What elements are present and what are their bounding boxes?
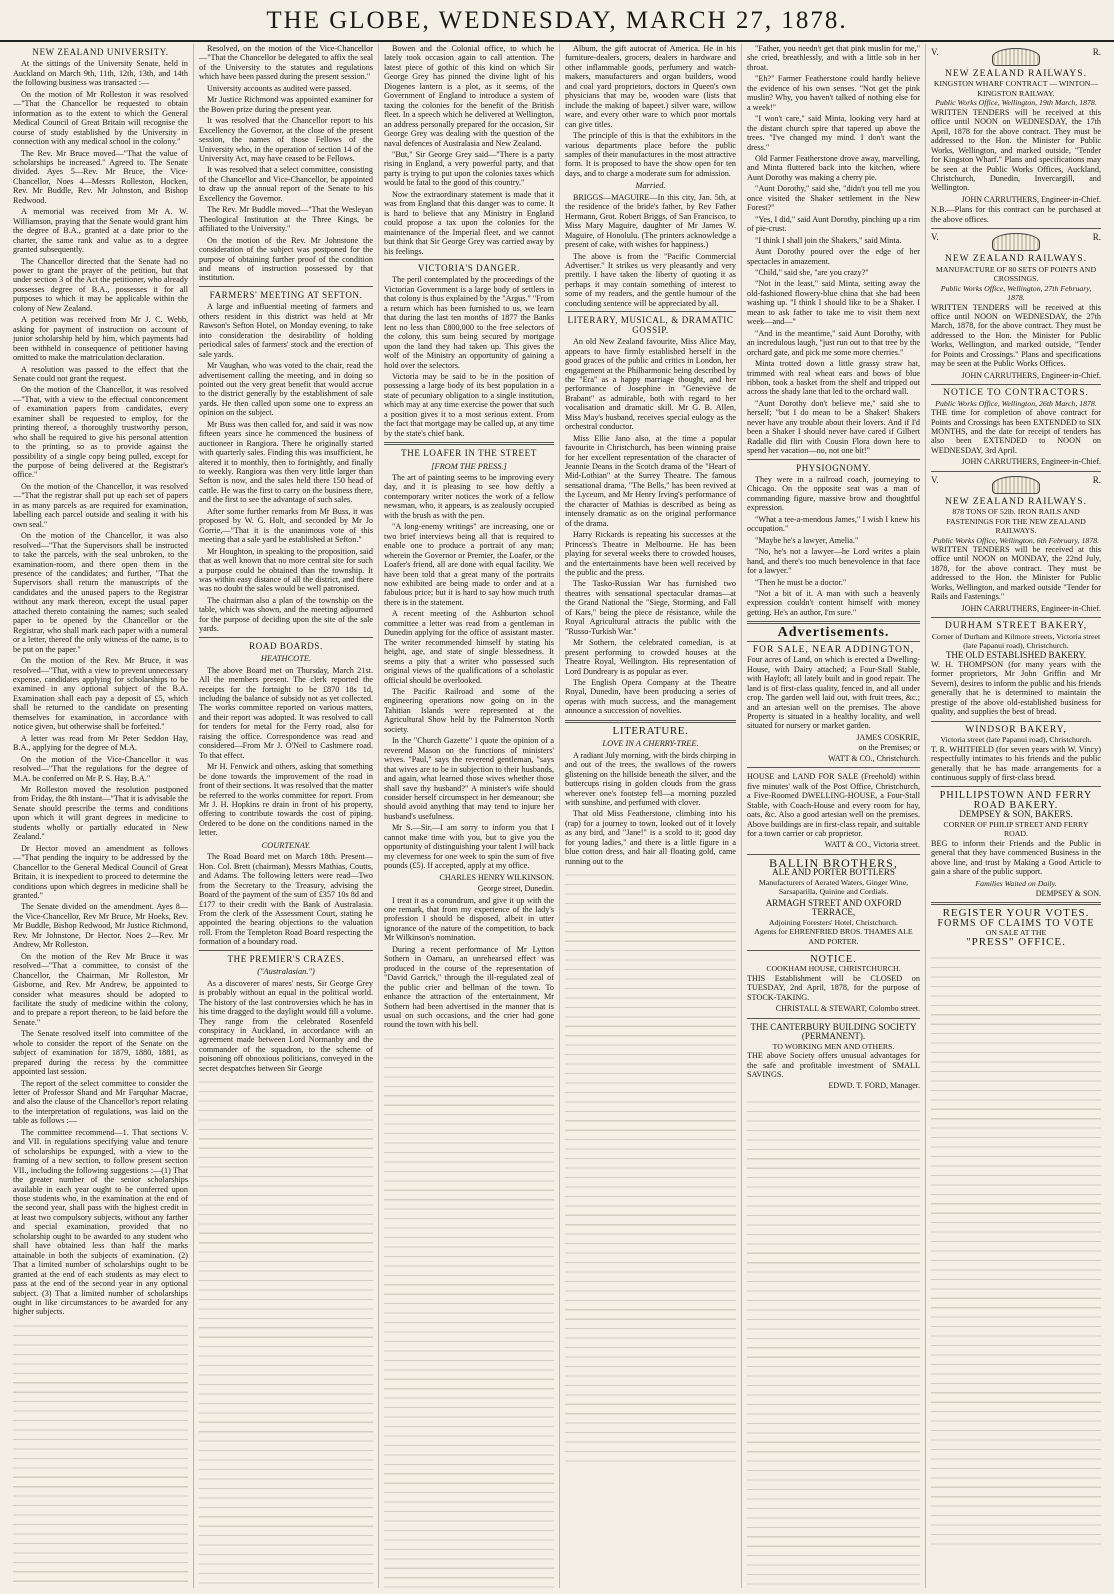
ad-body: THE time for completion of above contract for Points and Crossings has been EXTENDED to SIX MONTHS, and the date for receipt of tenders has also been EXTENDED to NOON on WEDNESDAY, 3rd April. bbox=[931, 408, 1101, 455]
crest-row: V. R. bbox=[931, 476, 1101, 494]
paragraph: It was resolved that the Chancellor report to his Excellency the Governor, at the close of the present session, the names of those Fellows of the University who, in the operation of section 14 of the University Act, may have ceased to be Fellows. bbox=[199, 116, 373, 163]
paragraph: "What a tee-a-mendous James," I wish I knew his occupation." bbox=[747, 514, 920, 534]
divider bbox=[747, 621, 920, 624]
paragraph: "I think I shall join the Shakers," said Minta. bbox=[755, 235, 902, 245]
divider bbox=[384, 259, 554, 260]
paragraph: Dr Hector moved an amendment as follows—"That pending the inquiry to be addressed by the Chancellor to the General Medical Council of Great Britain, it is inexpedient to proceed to determine the conditions upon which degrees in medicine shall be granted." bbox=[13, 843, 188, 900]
subheading-source: [FROM THE PRESS.] bbox=[431, 461, 507, 471]
paragraph: Mr Buss was then called for, and said it was now fifteen years since he commenced the business of auctioneer in Rangiora. There he originally started with quarterly sales. Finding this was insufficient, he altered it to monthly, then to fortnightly, and finally to weekly. Rangiora was then very little larger than Sefton is now, and the sales held there 150 head of cattle. He was the first to carry on the business there, and the first to see the advantage of such sales. bbox=[199, 419, 373, 505]
heading-literary-gossip: LITERARY, MUSICAL, & DRAMATIC GOSSIP. bbox=[567, 315, 734, 335]
ad-subtitle: ON SALE AT THE bbox=[985, 928, 1047, 938]
subheading-courtenay: COURTENAY. bbox=[261, 840, 311, 850]
ad-office: Public Works Office, Wellington, 6th February, 1878. bbox=[932, 535, 1100, 545]
ad-signature: WATT & CO., Victoria street. bbox=[824, 840, 920, 850]
ad-notice-to-contractors bbox=[931, 389, 1101, 467]
ad-title: NOTICE TO CONTRACTORS. bbox=[943, 388, 1089, 399]
paragraph: The Rev. Mr Bruce moved—"That the value of scholarships be increased." Agreed to. The Senate divided. Ayes 5—Rev. Mr Bruce, the Vice-Chancellor, Noes 4—Messrs Rolleston, Hocken, Rev. Mr Buddle, Rev. Mr Johnston, and Bishop Redwood. bbox=[13, 148, 188, 205]
paragraph: On the motion of the Rev. Mr Johnstone the consideration of the subject was postponed for the purpose of obtaining further proof of the condition and means of instruction possessed by that institution. bbox=[199, 235, 373, 283]
paragraph: Old Farmer Featherstone drove away, marvelling, and Minta fluttered back into the kitchen, where Aunt Dorothy was making a cherry pie. bbox=[747, 153, 920, 182]
divider bbox=[931, 228, 1101, 229]
divider bbox=[931, 786, 1101, 787]
ad-signature: JAMES COSKRIE, bbox=[856, 732, 920, 742]
paragraph: "Yes, I did," said Aunt Dorothy, pinching up a rim of pie-crust. bbox=[747, 214, 920, 234]
ad-body: THIS Establishment will be CLOSED on TUESDAY, 2nd April, 1878, for the purpose of STOCK-TAKING. bbox=[747, 973, 920, 1002]
paragraph: "Child," said she, "are you crazy?" bbox=[755, 267, 869, 277]
paragraph: "Maybe he's a lawyer, Amelia." bbox=[755, 535, 859, 545]
ad-subtitle: Corner of Durham and Kilmore streets, Victoria street (late Papanui road), Christchurch. bbox=[931, 631, 1101, 651]
paragraph: "But," Sir George Grey said—"There is a party rising in England, a very powerful party, and that party is trying to put upon the colonies taxes which would be fatal to the good of this country." bbox=[384, 149, 554, 188]
body-text-block bbox=[931, 951, 1101, 1551]
paragraph: As a discoverer of mares' nests, Sir George Grey is probably without an equal in the political world. The history of the last controversies which he has in his time dragged to the daylight would fill a volume. They range from the celebrated Rosenfeld conspiracy in Auckland, in accordance with an agreement made between Lord Normanby and the commander of the squadron, to the scheme of poisoning off obnoxious politicians, conveyed in the secret despatches between Sir George bbox=[199, 978, 373, 1073]
divider bbox=[747, 459, 920, 460]
ad-body: WRITTEN TENDERS will be received at this office until NOON on WEDNESDAY, the 17th April, 1878 for the above contract. They must be addressed to the Hon. the Minister for Public Works, Wellington, and marked outside, "Tender for Kingston Wharf." Plans and specifications may be seen at the Public Works Offices, Auckland, Christchurch, Dunedin, Invercargill, and Wellington. bbox=[931, 107, 1101, 193]
ad-office: Public Works Office, Wellington, 27th February, 1878. bbox=[940, 283, 1092, 303]
ad-title: REGISTER YOUR VOTES. bbox=[942, 907, 1090, 920]
paragraph: The Pacific Railroad and some of the engineering operations now going on in the Tahitian Islands were represented at the Agricultural Show held by the Palmerston North society. bbox=[384, 687, 554, 734]
paragraph: A letter was read from Mr Peter Seddon Hay, B.A., applying for the degree of M.A. bbox=[13, 733, 188, 753]
paragraph: "And in the meantime," said Aunt Dorothy, with an incredulous laugh, "just run out to that tree by the orchard gate, and pick me some more cherries." bbox=[747, 328, 920, 357]
ad-title: WINDSOR BAKERY, bbox=[965, 724, 1067, 735]
ad-subtitle: KINGSTON WHARF CONTRACT — WINTON—KINGSTON RAILWAY. bbox=[933, 79, 1099, 98]
ad-title: DURHAM STREET BAKERY, bbox=[944, 621, 1088, 632]
paragraph: The art of painting seems to be improving every day, and it is pleasing to see how deftly a contemporary writer notices the work of a fellow newsman, who, it appears, is as zealously occupied with the brush as with the pen. bbox=[384, 473, 554, 520]
ad-title: NEW ZEALAND RAILWAYS. bbox=[945, 69, 1087, 79]
paragraph: "Aunt Dorothy," said she, "didn't you tell me you once visited the Shaker settlement in the New Forest?" bbox=[747, 184, 920, 213]
ad-signature: CHRISTALL & STEWART, Colombo street. bbox=[775, 1004, 920, 1014]
ad-body: T. R. WHITFIELD (for seven years with W. Vincy) respectfully intimates to his friends and the public generally that he has made arrangements for a continuous supply of first-class bread. bbox=[931, 744, 1101, 782]
heading-advertisements: Advertisements. bbox=[777, 625, 890, 641]
ad-signature: JOHN CARRUTHERS, Engineer-in-Chief. bbox=[961, 603, 1101, 613]
paragraph: A large and influential meeting of farmers and others resident in this district was held at Mr Rawson's Sefton Hotel, on Monday evening, to take into consideration the desirability of holding periodical sales of farmers' stock and the erection of sale yards. bbox=[199, 302, 373, 359]
heading-university: NEW ZEALAND UNIVERSITY. bbox=[32, 47, 169, 57]
column-6 bbox=[926, 44, 1106, 1588]
divider bbox=[747, 1018, 920, 1019]
ad-building-society bbox=[747, 1023, 920, 1091]
paragraph: Resolved, on the motion of the Vice-Chancellor—"That the Chancellor be delegated to affix the seal of the University to the statutes and regulations which have been passed during the present session." bbox=[199, 44, 373, 82]
paragraph: BRIGGS—MAGUIRE—In this city, Jan. 5th, at the residence of the bride's father, by Rev Father Hermann, Grot. Robert Briggs, of San Francisco, to Miss Mary Maguire, daughter of Mr James W. Maguire, of Honolulu. (The printers acknowledge a present of cake, with wishes for happiness.) bbox=[565, 192, 736, 250]
paragraph: During a recent performance of Mr Lytton Sothern in Oamaru, an unrehearsed effect was produced in the course of the representation of "David Garrick," through the ill-regulated zeal of the public crier and bellman of the town. To enhance the attraction of the entertainment, Mr Sothern had been advertised in the manner that is usual on such occasions, and the crier had gone round the town with his bell. bbox=[384, 944, 554, 1030]
paragraph: The above is from the "Pacific Commercial Advertiser." It strikes us very pleasantly and very prettily. I have taken the liberty of quoting it as perhaps it may contain something of interest to some of my readers, and the gentle humour of the concluding sentence will be appreciated by all. bbox=[565, 251, 736, 308]
paragraph: "Eh?" Farmer Featherstone could hardly believe the evidence of his own senses. "Not get the pink muslin? Why, you haven't talked of nothing else for a week!" bbox=[747, 74, 920, 112]
divider bbox=[747, 950, 920, 951]
paragraph: On the motion of the Chancellor, it was resolved—"That, with a view to the effectual conconcement of examination papers from candidates, every examiner shall be requested to employ, for the printing thereof, a thoroughly trustworthy person, who shall be required to give his personal attention to the printing, so as to provide against the possibility of a single copy being pulled, except for the purpose of being delivered at the Registrar's office." bbox=[13, 385, 188, 480]
divider bbox=[199, 637, 373, 638]
paragraph: Victoria may be said to be in the position of possessing a large body of its best population in a state of pecuniary obligation to a single institution, which may at any time exercise the power that such a position gives it to a most serious extent. From the fact that mortgage may be called up, at any time by the state's chief bank. bbox=[384, 371, 554, 438]
ad-body: W. H. THOMPSON (for many years with the former proprietors, Mr John Griffin and Mr Severn), desires to inform the public and his friends generally that he is determined to maintain the prestige of the above old-established business for quality, and supplies the best of bread. bbox=[931, 660, 1101, 717]
ad-subtitle: COOKHAM HOUSE, CHRISTCHURCH. bbox=[766, 964, 901, 974]
paragraph: On the motion of Mr Rolleston it was resolved—"That the Chancellor be requested to obtain information as to the extent to which the General Medical Council of Great Britain will recognise the course of study established by the University in connection with any medical school in the colony." bbox=[13, 89, 188, 147]
heading-physiognomy: PHYSIOGNOMY. bbox=[796, 462, 871, 473]
paragraph: Mr Sothern, the celebrated comedian, is at present performing to crowded houses at the Theatre Royal, Wellington. His representation of Lord Dundreary is as popular as ever. bbox=[565, 638, 736, 676]
subheading-heathcote: HEATHCOTE. bbox=[260, 654, 312, 664]
paragraph: "Not in the least," said Minta, setting away the old-fashioned flowery-blue china that she had been washing up. "I think I should like to be a Shaker. I mean to ask father to take me to visit them next week—and—" bbox=[747, 279, 920, 327]
ad-subtitle: THE OLD ESTABLISHED BAKERY. bbox=[945, 649, 1087, 660]
paragraph: The committee recommend—1. That sections V. and VII. in regulations specifying value and tenure of scholarships be expunged, with a view to the framing of a new section, to follow present section VII., including the following suggestions :—(1) That the greater number of the senior scholarships available in each year ought to be conferred upon those students who, in the examination at the end of the second year, shall pass with the highest credit in at least two compulsory subjects, without any farther and special examination, provided that no scholarship ought to be awarded to any student who shall have obtained less than half the marks attainable in both the subjects of examination. (2) That a limited number of scholarships ought to be granted at the end of each students as may elect to pass at the end of the second year in any optional subject. (3) That a limited number of scholarships ought in like circumstances to be awarded for any higher subjects. bbox=[13, 1127, 188, 1317]
paragraph: They were in a railroad coach, journeying to Chicago. On the opposite seat was a man of commanding figure, massive brow and thoughtful expression. bbox=[747, 475, 920, 513]
columns bbox=[8, 44, 1106, 1588]
ad-for-sale-addington bbox=[747, 646, 920, 763]
ad-subtitle: ALE AND PORTER BOTTLERS bbox=[772, 867, 895, 878]
paragraph: After some further remarks from Mr Buss, it was proposed by W. G. Holt, and seconded by Mr Jo Gorrie,—"That it is the unanimous vote of this meeting that a sale yard be established at Sefton." bbox=[199, 506, 373, 545]
ad-kingston-wharf bbox=[931, 70, 1101, 224]
paragraph: The English Opera Company at the Theatre Royal, Dunedin, have been producing a series of operas with much success, and the management announce a succession of novelties. bbox=[565, 678, 736, 716]
paragraph: The chairman also a plan of the township on the table, which was shown, and the meeting adjourned for the purpose of deciding upon the site of the sale yards. bbox=[199, 595, 373, 634]
ad-title: NEW ZEALAND RAILWAYS. bbox=[945, 496, 1087, 507]
body-text-block bbox=[565, 868, 736, 1468]
ad-signature: JOHN CARRUTHERS, Engineer-in-Chief. bbox=[961, 457, 1101, 467]
ad-iron-rails bbox=[931, 498, 1101, 613]
paragraph: "Not a bit of it. A man with such a heavenly expression couldn't content himself with money getting. He's an author, I'm sure." bbox=[747, 589, 920, 617]
ad-subtitle: 878 TONS OF 52lb. IRON RAILS AND FASTENINGS FOR THE NEW ZEALAND RAILWAYS. bbox=[946, 507, 1086, 536]
paragraph: An old New Zealand favourite, Miss Alice May, appears to have firmly established herself in the good graces of the public and critics in London, her engagement at the Philharmonic being described by the "Era" as a happy marriage thought, and her performance of Josephine in "Geneviève de Brabant" as admirable, both with regard to her vocalisation and dramatic skill. Mr G. B. Allen, Miss May's husband, receives special eulogy as the orchestral conductor. bbox=[565, 337, 736, 432]
paragraph: The Rev. Mr Buddle moved—"That the Wesleyan Theological Institution at the Three Kings, be affiliated to the University." bbox=[199, 205, 373, 234]
ad-body: BEG to inform their Friends and the Public in general that they have commenced Business in the above line, and trust by Making a Good Article to gain a share of the public support. bbox=[931, 838, 1101, 877]
heading-premiers-crazes: THE PREMIER'S CRAZES. bbox=[227, 953, 345, 964]
ad-windsor-bakery bbox=[931, 726, 1101, 783]
divider bbox=[565, 720, 736, 723]
ad-signature: EDWD. T. FORD, Manager. bbox=[828, 1081, 920, 1091]
ad-title: THE CANTERBURY BUILDING SOCIETY (PERMANENT). bbox=[750, 1021, 917, 1042]
paragraph: "I won't care," said Minta, looking very hard at the distant church spire that tapered up above the trees. "I've changed my mind. I don't want the dress." bbox=[747, 114, 920, 152]
ad-title: NOTICE. bbox=[810, 953, 857, 965]
divider bbox=[747, 641, 920, 642]
ad-address: Adjoining Foresters' Hotel, Christchurch. bbox=[769, 917, 898, 927]
paragraph: A petition was received from Mr J. C. Webb, asking for payment of instruction on account of junior scholarship held by him, which payments had been withheld in consequence of petitioner having omitted to make the matriculation declaration. bbox=[13, 315, 188, 363]
ad-ballin-brothers bbox=[747, 855, 920, 946]
r-mark: R. bbox=[1092, 47, 1101, 57]
column-1 bbox=[8, 44, 194, 1588]
ad-signature: DEMPSEY & SON. bbox=[1035, 888, 1101, 898]
paragraph: It was resolved that a select committee, consisting of the Chancellor and Vice-Chancellor, be appointed to draw up the annual report of the Senate to his Excellency the Governor. bbox=[199, 165, 373, 203]
ad-agents: Agents for EHRENFRIED BROS. THAMES ALE AND PORTER. bbox=[754, 927, 913, 946]
masthead bbox=[0, 6, 1114, 42]
signature: CHARLES HENRY WILKINSON. bbox=[439, 872, 554, 882]
paragraph: Miss Ellie Jano also, at the time a popular favourite in Christchurch, has been winning praise for her excellent representation of the character of Jeannie Deans in the Scotch drama of the "Heart of Mid-Lothian" at the Surrey Theatre. The famous sensational drama, "The Bells," has been revived at the Lyceum, and Mr Henry Irving's performance of the character of Mathias is described as being as intensely dramatic as on the original performance of the drama. bbox=[565, 433, 736, 528]
paragraph: In the "Church Gazette" I quote the opinion of a reverend Mason on the functions of ministers' wives. "Paul," says the reverend gentleman, "says that wives are to be in subjection to their husbands, and again, what learned those wives whether those shall save thy husband?" A minister's wife should consider herself circumspect in her demeanour; she should avoid anything that may tend to injure her husband's usefulness. bbox=[384, 736, 554, 821]
ad-phillipstown-bakery bbox=[931, 791, 1101, 898]
signature-address: George street, Dunedin. bbox=[477, 884, 554, 894]
paragraph: Mr Rolleston moved the resolution postponed from Friday, the 8th instant—"That it is advisable the Senate should prescribe the terms and conditions upon which it will grant degrees in medicine to students wholly or partially educated in New Zealand." bbox=[13, 784, 188, 842]
ad-notice-cookham bbox=[747, 955, 920, 1014]
body-text-block bbox=[747, 1095, 920, 1588]
paragraph: The above Board met on Thursday, March 21st. All the members present. The clerk reported the receipts for the fortnight to be £870 18s 1d, including the balance of subsidy not as yet collected. The works committee reported on various matters, and their report was adopted. It was resolved to call for tenders for metal for the Ferry road, also for raising the office. Correspondence was read and considered—From Mr J. O'Neil to Cashmere road. To that effect. bbox=[199, 665, 373, 760]
body-text-block bbox=[13, 1319, 188, 1588]
paragraph: The Chancellor directed that the Senate had no power to grant the prayer of the petition, but that under section 3 of the Act the petitioner, who already possesses degree of B.A., possesses it for all purposes to which it may be applicable within the colony of New Zealand. bbox=[13, 256, 188, 313]
ad-body: WRITTEN TENDERS will be received at this office until NOON on MONDAY, the 22nd July, 1878, for the above contract. They must be addressed to the Hon. the Minister for Public Works, Wellington, and marked outside "Tender for Rails and Fastenings." bbox=[931, 545, 1101, 602]
royal-crest-icon bbox=[992, 48, 1040, 66]
crest-row bbox=[931, 48, 1101, 66]
column-4 bbox=[560, 44, 742, 1588]
ad-note: N.B.—Plans for this contract can be purchased at the above offices. bbox=[931, 205, 1101, 224]
paragraph: Mr Vaughan, who was voted to the chair, read the advertisement calling the meeting, and in doing so pointed out the very great benefit that would accrue to the district generally by the establishment of sale yards. He then called upon some one to express an opinion on the subject. bbox=[199, 361, 373, 418]
ad-durham-street-bakery bbox=[931, 622, 1101, 717]
column-3 bbox=[379, 44, 560, 1588]
paragraph: On the motion of the Rev. Mr Bruce, it was resolved—"That, with a view to prevent unnecessary expense, candidates applying for scholarships to be examined in any optional subject of the B.A. Examination shall each pay a deposit of £5, which shall be returned to the candidate on presenting themselves for examination, in accordance with notice given, but otherwise shall be forfeited." bbox=[13, 656, 188, 732]
ad-house-and-land bbox=[747, 772, 920, 850]
ad-title: BALLIN BROTHERS, bbox=[769, 855, 898, 870]
paragraph: On the motion of the Vice-Chancellor it was resolved—"That the regulations for the degree of M.A. be conferred on Mr P. S. Hay, B.A." bbox=[13, 754, 188, 783]
paragraph: The Senate resolved itself into committee of the whole to consider the report of the Senate on the subject of examination for 1879, 1880, 1881, as prepared during the recess by the committee appointed last session. bbox=[13, 1029, 188, 1077]
paragraph: A resolution was passed to the effect that the Senate could not grant the request. bbox=[13, 364, 188, 383]
divider bbox=[565, 311, 736, 312]
ad-body: HOUSE and LAND FOR SALE (Freehold) within five minutes' walk of the Post Office, Christchurch, a Five-Roomed DWELLING-HOUSE, a Four-Stall Stable, with Coach-House and every room for hay, oats, &c. Also a good artesian well on the premises. Above buildings are in first-class repair, and suitable for a town carrier or cab proprietor. bbox=[747, 772, 920, 838]
column-5 bbox=[742, 44, 926, 1588]
heading-road-boards: ROAD BOARDS. bbox=[249, 640, 323, 651]
paragraph: The Road Board met on March 18th. Present—Hon. Col. Brett (chairman), Messrs Mathias, Coutts, and Adams. The following letters were read—Two from the Secretary to the Treasury, advising the Board of the payment of the sum of £357 10s 8d and £177 to their credit with the Bank of Australasia. From the clerk of the Assessment Court, stating he appointed the hearing objections to the valuation roll. From the Templeton Road Board respecting the formation of a boundary road. bbox=[199, 852, 373, 947]
paragraph: Mr H. Fenwick and others, asking that something be done towards the improvement of the road in front of their sections. It was resolved that the matter be referred to the works committee for report. From Mr J. H. Hopkins re drain in front of his property, offering to contribute towards the cost of piping. Ordered to be done on the conditions named in the letter. bbox=[199, 762, 373, 838]
paragraph: On the motion of the Chancellor, it was resolved—"That the registrar shall put up each set of papers in as many parcels as are required for examination, labelling each parcel outside and sealing it with his own seal." bbox=[13, 481, 188, 529]
newspaper-title: THE GLOBE, WEDNESDAY, MARCH 27, 1878. bbox=[266, 7, 848, 34]
crest-row: V. R. bbox=[931, 233, 1101, 251]
ad-subtitle: "PRESS" OFFICE. bbox=[966, 935, 1066, 948]
royal-crest-icon bbox=[992, 233, 1040, 251]
royal-crest-icon bbox=[992, 476, 1040, 494]
paragraph: Aunt Dorothy poured over the edge of her spectacles in amazement. bbox=[747, 247, 920, 266]
paragraph: Album, the gift autocrat of America. He in his furniture-dealers, grocers, dealers in hardware and other inflammable goods, perfumery and watch-makers, manufacturers and organ builders, wood and coal yard proprietors, doctors in Queen's own physicians that may be, wooden ware (lists that include the making of bapeet.) silver ware, willow ware, and every other ware to which poor mortals can give titles. bbox=[565, 44, 736, 129]
paragraph: "Then he must be a doctor." bbox=[755, 577, 847, 587]
ad-body: Four acres of Land, on which is erected a Dwelling-House, with Dairy attached; a Four-Stall Stable, with Hayloft; all lately built and in good repair. The land is of first-class quality, fenced in, and all under crop. The garden well laid out, with fruit trees, &c.; and an artesian well on the premises. The above Property is situated in a healthy locality, and well situated for nursery or market garden. bbox=[747, 655, 920, 731]
paragraph: University accounts as audited were passed. bbox=[207, 83, 352, 93]
subheading-source: ("Australasian.") bbox=[257, 967, 315, 977]
divider bbox=[199, 950, 373, 951]
paragraph: A memorial was received from Mr A. W. Williamson, praying that the Senate would grant him the degree of B.A., granted at a date prior to the charter, the same rank and value as to a degree granted subsequently. bbox=[13, 207, 188, 255]
paragraph: That old Miss Featherstone, climbing into his (rap) for a journey to town, looked out of it lovely as any bird, and "Jane!" is a scold to it; good day for young ladies," and there is a little figure in a blue cotton dress, and hair all floating gold, came running out to the bbox=[565, 809, 736, 866]
paragraph: On the motion of the Rev Mr Bruce it was resolved—"That a committee, to consist of the Chancellor, the Chairman, Mr Rolleston, Mr Gisborne, and Rev. Mr Andrew, be appointed to consider what measures should be adopted to facilitate the study of medicine within the colony, and to prepare a report thereon, to be laid before the Senate." bbox=[13, 951, 188, 1027]
ad-signature: JOHN CARRUTHERS, Engineer-in-Chief. bbox=[961, 194, 1101, 204]
paragraph: A radiant July morning, with the birds chirping in and out of the trees, the swallows of the rowers glistening on the hillside beneath the silver, and the buttercups rising in golden clouds from the grass wherever one's footstep fell—a morning puzzled with sunshine, and perfumed with clover. bbox=[565, 750, 736, 807]
ad-title: PHILLIPSTOWN AND FERRY ROAD BAKERY. bbox=[939, 790, 1093, 811]
paragraph: I treat it as a conundrum, and give it up with the one remark, that from my experience of the lady's profession I should be disposed, albeit in utter ignorance of the nature of the competition, to back Mr Wilkinson's nomination. bbox=[384, 895, 554, 943]
divider bbox=[931, 471, 1101, 472]
paragraph: On the motion of the Chancellor, it was also resolved—"That the Supervisors shall be instructed to take the parcels, with the seal unbroken, to the examination-room, and there open them in the presence of the candidates; and further, "That the Supervisors shall return the manuscripts of the candidates and the unused papers to the Registrar without any mark thereon, except the usual paper attached thereto containing the names; such sealed paper to be opened by the Chancellor or the Registrar, who shall mark each paper with a numeral or a letter, thereof the only witness of the name, is to be put on the paper." bbox=[13, 531, 188, 654]
body-text-block bbox=[384, 1032, 554, 1588]
paragraph: The Senate divided on the amendment. Ayes 8—the Vice-Chancellor, Rev Mr Bruce, Mr Hoeks, Rev. Mr Buddle, Bishop Redwood, Mr Justice Richmond, Rev. Mr Johnstone, Dr Hector. Noes 2—Rev. Mr Andrew, Mr Rolleston. bbox=[13, 902, 188, 950]
paragraph: The report of the select committee to consider the letter of Professor Shand and Mr Farquhar Macrae, and also the clause of the Chancellor's report relating to the interpretation of regulations, was laid on the table as follows :— bbox=[13, 1078, 188, 1126]
ad-subtitle: CORNER OF PHILIP STREET AND FERRY ROAD. bbox=[943, 819, 1089, 839]
body-text-block bbox=[199, 1075, 373, 1588]
paragraph: The peril contemplated by the proceedings of the Victorian Government is a large body of settlers in that colony is thus explained by the "Argus." "From a return which has been furnished to us, we learn that during the last ten months of 1877 the Banks lent no less than £800,000 to the free selectors of the colony, this sum being secured by mortgage upon the land they had taken up. This gives the wolf of the Ministry an opportunity of gaining a hold over the selectors. bbox=[384, 275, 554, 370]
heading-farmers-meeting: FARMERS' MEETING AT SEFTON. bbox=[209, 289, 363, 300]
ad-subtitle: TO WORKING MEN AND OTHERS. bbox=[772, 1041, 895, 1051]
divider bbox=[199, 286, 373, 287]
ad-signature: on the Premises; or bbox=[858, 743, 920, 753]
ad-signature: WATT & CO., Christchurch. bbox=[828, 753, 920, 763]
divider bbox=[747, 854, 920, 855]
paragraph: Mr S.—Sir,—I am sorry to inform you that I cannot make time with you, but to give you the opportunity of distinguishing your talent I will back my cleverness for one week to spin the sum of five pounds (£5). If accepted, apply at my office. bbox=[384, 823, 554, 871]
paragraph: Harry Rickards is repeating his successes at the Princess's Theatre in Melbourne. He has been playing for several weeks there to crowded houses, and the entertainments have been well received by the public and the press. bbox=[565, 530, 736, 578]
divider bbox=[384, 442, 554, 445]
ad-title: FOR SALE, NEAR ADDINGTON, bbox=[752, 644, 915, 655]
ad-signature: JOHN CARRUTHERS, Engineer-in-Chief. bbox=[961, 370, 1101, 380]
ad-title: NEW ZEALAND RAILWAYS. bbox=[945, 254, 1087, 265]
paragraph: A recent meeting of the Ashburton school committee a letter was read from a gentleman in Dunedin applying for the office of assistant master. The writer recommended himself by stating his height, age, and state of single blessedness. It seems a pity that a writer who possessed such original views of the qualifications of a scholastic official should be overlooked. bbox=[384, 609, 554, 685]
ad-points-and-crossings bbox=[931, 255, 1101, 380]
ad-body: THE above Society offers unusual advantages for the safe and profitable investment of SMALL SAVINGS. bbox=[747, 1051, 920, 1079]
ad-register-votes bbox=[931, 909, 1101, 947]
heading-married: Married. bbox=[635, 181, 666, 191]
paragraph: "Aunt Dorothy don't believe me," said she to herself; "but I do mean to be a Shaker! Shakers never have any trouble about their lovers. And if I'd been a Shaker I should never have cared if Gilbert Radalle did flirt with Cousin Flora down here to spend her vacation—no, not one bit!" bbox=[747, 398, 920, 456]
v-mark: V. bbox=[931, 47, 939, 57]
ad-office: Public Works Office, Wellington, 26th March, 1878. bbox=[935, 398, 1097, 408]
paragraph: Bowen and the Colonial office, to which he lately took occasion again to call attention. The latest piece of gothic of this kind on which Sir George Grey has pinned the divine light of his Diogenes lantern is a plot, as it seems, of the Government of England to introduce a system of taxing the colonies for the benefit of the British fleet. In a speech which he delivered at Wellington, an address personally prepared for the occasion, Sir George Grey was dealing with the question of the naval defences of Australasia and New Zealand. bbox=[384, 44, 554, 148]
ad-body: WRITTEN TENDERS will be received at this office until NOON on WEDNESDAY, the 27th March, 1878, for the above contract. They must be addressed to the Hon. the Minister for Public Works, Wellington, and marked outside, "Tender for Points and Crossings." Plans and specifications may be seen at the Public Works Offices. bbox=[931, 302, 1101, 369]
paragraph: "Father, you needn't get that pink muslin for me," she cried, breathlessly, and with a little sob in her throat. bbox=[747, 44, 920, 72]
paragraph: Mr Justice Richmond was appointed examiner for the Bowen prize during the present year. bbox=[199, 95, 373, 114]
divider bbox=[931, 902, 1101, 905]
paragraph: "No, he's not a lawyer—he Lord writes a plain hand, and there's too much benevolence in that face for a lawyer." bbox=[747, 547, 920, 576]
ad-address: ARMAGH STREET AND OXFORD TERRACE, bbox=[765, 897, 902, 918]
divider bbox=[931, 721, 1101, 722]
ad-office: Public Works Office, Wellington, 19th March, 1878. bbox=[935, 98, 1097, 108]
ad-subtitle: DEMPSEY & SON, BAKERS. bbox=[959, 809, 1073, 820]
ad-subtitle: Victoria street (late Papanui road), Christchurch. bbox=[940, 735, 1092, 745]
paragraph: Now the extraordinary statement is made that it was from England that this danger was to come. It is hard to believe that any Ministry in England could propose a tax upon the colonies for the maintenance of the Imperial fleet, and we cannot but think that Sir George Grey was carried away by his feelings. bbox=[384, 189, 554, 256]
divider bbox=[747, 767, 920, 768]
ad-note: Families Waited on Daily. bbox=[975, 878, 1057, 888]
heading-literature: LITERATURE. bbox=[612, 724, 689, 737]
paragraph: "A long-enemy writings" are increasing, one or two brief interviews being all that is required to enable one to produce a portrait of any man; wherein the Governor or Premier, the Loafer, or the Loafer's friend, all are done with equal facility. We have been told that a great many of the portraits now exhibited are being made to order and at a fabulous price; but it is hard to say how much truth there is in the statement. bbox=[384, 522, 554, 607]
ad-body: Manufacturers of Aerated Waters, Ginger Wine, Sarsaparilla, Quinine and Cordials. bbox=[758, 877, 909, 897]
ad-subtitle: FORMS OF CLAIMS TO VOTE bbox=[937, 917, 1095, 929]
subheading-story-title: LOVE IN A CHERRY-TREE. bbox=[602, 739, 699, 749]
divider bbox=[931, 617, 1101, 618]
paragraph: Mr Houghton, in speaking to the proposition, said that as well known that no more central site for such a purpose could be obtained than the township. It was within easy distance of all the district, and there was no doubt the sales would be well patronised. bbox=[199, 546, 373, 594]
paragraph: The principle of this is that the exhibitors in the various departments place before the public samples of their manufactures in the most attractive form. It is proposed to have the show open for ten days, and to charge a moderate sum for admission. bbox=[565, 131, 736, 178]
ad-subtitle: MANUFACTURE OF 80 SETS OF POINTS AND CROSSINGS. bbox=[935, 264, 1097, 284]
heading-victorias-danger: VICTORIA'S DANGER. bbox=[417, 262, 521, 273]
paragraph: At the sittings of the University Senate, held in Auckland on March 9th, 11th, 12th, 13th, and 14th the following business was transacted :— bbox=[13, 59, 188, 88]
divider bbox=[931, 384, 1101, 385]
heading-loafer: THE LOAFER IN THE STREET bbox=[401, 448, 537, 459]
column-2 bbox=[194, 44, 379, 1588]
paragraph: The Tasko-Russian War has furnished two theatres with sensational spectacular dramas—at the Grand National the "Siege, Storming, and Fall of Kars," being the piece de résistance, while the Royal Agricultural attracts the public with the "Russo-Turkish War." bbox=[565, 579, 736, 636]
paragraph: Minta trotted down a little grassy straw hat, trimmed with real wheat ears and bows of blue ribbon, took a basket from the shelf and tripped out across the shady lane that led to the orchard wall. bbox=[747, 359, 920, 397]
